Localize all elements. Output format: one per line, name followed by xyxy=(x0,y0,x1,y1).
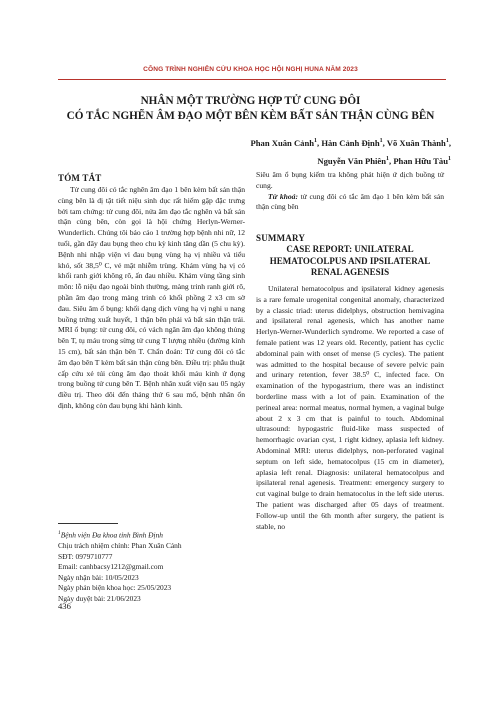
footnote-line: Ngày phản biện khoa học: 25/05/2023 xyxy=(58,583,172,593)
en-abstract-text: Unilateral hematocolpus and ipsilateral kidney agenesis is a rare female urogenital congenital anomaly, characterized by a classic triad: uterus didelphys, obstruction hemivagina and ipsilateral renal agenesis, which has another name Herlyn-Werner-Wunderlich syndrome. We reported a case of female patient was 12 years old. Recently, patient has cyclic abdominal pain with onset of mense (5 cycles). The patient was admitted to the hospital because of severe pelvic pain and urinary retention, fever 38.5⁰ C, infected face. On examination of the hypogastrium, there was an indistinct borderline mass with a lot of pain. Examination of the perineal area: normal meatus, normal hymen, a vaginal bulge about 2 x 3 cm that is painful to touch. Abdominal ultrasound: hypogastric fluid-like mass suspected of hemorrhagic ovarian cyst, 1 right kidney, aplasia left kidney. Abdominal MRI: uterus didelphys, non-perforated vaginal septum on left side, hematocolpus (15 cm in diameter), aplasia left renal. Diagnosis: unilateral hematocolpus and ipsilateral renal agenesis. Treatment: emergency surgery to cut vaginal bulge to drain hematocolus in the left side uterus. The patient was discharged after 05 days of treatment. Follow-up until the 6th month after surgery, the patient is stable, no xyxy=(256,284,444,531)
vn-abstract-column xyxy=(58,185,245,412)
footnote-line: SĐT: 0979710777 xyxy=(58,551,113,561)
header-divider xyxy=(58,79,446,80)
footnote-affiliation xyxy=(58,528,248,541)
author-line-1 xyxy=(121,133,451,151)
vn-abstract-text: Tử cung đôi có tắc nghẽn âm đạo 1 bên kèm bất sản thận cùng bên là dị tật tiết niệu sinh dục rất hiếm gặp đặc trưng bởi tam chứng: tử cung đôi, nửa âm đạo tắc nghẽn và bất sản thận cùng bên, còn gọi là hội chứng Herlyn-Werner-Wunderlich. Chúng tôi báo cáo 1 trường hợp bệnh nhi nữ, 12 tuổi, gần đây đau bụng theo chu kỳ kinh tăng dần (5 chu kỳ). Bệnh nhi nhập viện vì đau bụng vùng hạ vị nhiều và tiểu khó, sốt 38,5⁰ C, vẻ mặt nhiễm trùng. Khám vùng hạ vị có khối ranh giới không rõ, ấn đau nhiều. Khám vùng tầng sinh môn: lỗ niệu đạo ngoài bình thường, màng trinh ranh giới rõ, phần âm đạo trong màng trinh có khối phồng 2 x3 cm sờ đau. Siêu âm ổ bụng: khối dạng dịch vùng hạ vị nghi u nang buồng trứng xuất huyết, 1 thận bên phải và bất sản thận trái. MRI ổ bụng: tử cung đôi, có vách ngăn âm đạo không thủng bên T, tụ máu trong sừng tử cung T lượng nhiều (đường kính 15 cm), bất sản thận bên T. Chẩn đoán: Tử cung đôi có tắc âm đạo bên T kèm bất sản thận cùng bên. Điều trị: phẫu thuật cấp cứu xẻ túi cùng âm đạo thoát khối máu kinh ứ đọng trong buồng tử cung bên T. Bệnh nhân xuất viện sau 05 ngày điều trị. Theo dõi đến tháng thứ 6 sau mổ, bệnh nhân ổn định, không còn đau bụng khi hành kinh. xyxy=(58,185,245,410)
author-affiliation-mark: 1 xyxy=(448,155,451,162)
footnote-line: Ngày nhận bài: 10/05/2023 xyxy=(58,572,139,582)
author-name: Võ Xuân Thành xyxy=(386,137,446,148)
author-affiliation-mark: 1 xyxy=(386,155,390,162)
en-summary-heading: SUMMARY xyxy=(256,233,306,243)
en-abstract-column xyxy=(256,284,444,532)
article-title-line-1: NHÂN MỘT TRƯỜNG HỢP TỬ CUNG ĐÔI xyxy=(140,95,361,107)
author-separator: , xyxy=(389,155,394,166)
footnote xyxy=(58,528,248,605)
vn-abstract-heading: TÓM TẮT xyxy=(58,173,102,183)
page-number: 436 xyxy=(58,601,71,611)
author-name: Phan Xuân Cảnh xyxy=(250,137,315,148)
article-title-line-2: CÓ TẮC NGHẼN ÂM ĐẠO MỘT BÊN KÈM BẤT SẢN THẬN CÙNG BÊN xyxy=(66,110,435,122)
footnote-line: Chịu trách nhiệm chính: Phan Xuân Cảnh xyxy=(58,541,182,551)
keywords-text: tử cung đôi có tắc âm đạo 1 bên kèm bất sản thận cùng bên xyxy=(256,191,444,212)
author-list xyxy=(121,133,451,169)
author-name: Nguyễn Văn Phiên xyxy=(317,155,387,166)
vn-abstract-continued xyxy=(256,170,444,213)
author-name: Hàn Cảnh Định xyxy=(321,137,380,148)
author-affiliation-mark: 1 xyxy=(445,138,449,144)
footnote-line: Ngày duyệt bài: 21/06/2023 xyxy=(58,594,141,604)
author-affiliation-mark: 1 xyxy=(379,138,383,144)
author-separator: , xyxy=(448,137,451,148)
en-article-title: CASE REPORT: UNILATERAL HEMATOCOLPUS AND IPSILATERAL RENAL AGENESIS xyxy=(269,244,431,277)
keywords-label: Từ khoá: xyxy=(268,191,298,201)
author-name: Phan Hữu Tàu xyxy=(393,155,448,166)
affiliation-text: Bệnh viện Đa khoa tỉnh Bình Định xyxy=(60,530,163,540)
footnote-line: Email: canhbacsy1212@gmail.com xyxy=(58,562,164,572)
author-separator: , xyxy=(382,137,387,148)
journal-header: CÔNG TRÌNH NGHIÊN CỨU KHOA HỌC HỘI NGHỊ HUNA NĂM 2023 xyxy=(143,66,358,73)
footnote-divider xyxy=(58,523,118,524)
author-separator: , xyxy=(317,137,322,148)
vn-abstract-continued-text: Siêu âm ổ bụng kiểm tra không phát hiện ứ dịch buồng tử cung. xyxy=(256,170,444,190)
author-line-2 xyxy=(121,151,451,169)
author-affiliation-mark: 1 xyxy=(314,138,318,144)
vn-keywords xyxy=(256,192,444,214)
footnote-mark: 1 xyxy=(58,530,61,536)
